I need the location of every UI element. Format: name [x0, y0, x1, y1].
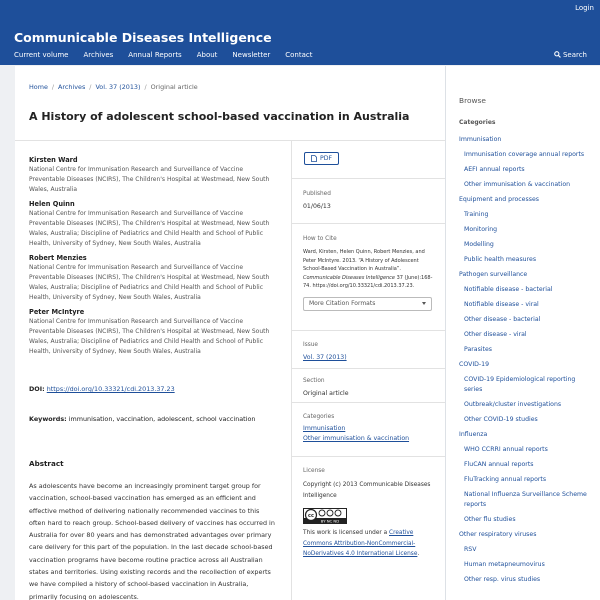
sidebar [445, 66, 600, 600]
sidebar-category-link[interactable]: Influenza [459, 431, 488, 438]
login-link[interactable]: Login [575, 4, 594, 12]
sidebar-subcategory-link[interactable]: Other COVID-19 studies [464, 416, 538, 423]
copyright-text: Copyright (c) 2013 Communicable Diseases Intelligence [303, 482, 431, 499]
sidebar-subcategory-link[interactable]: Other disease - bacterial [464, 316, 541, 323]
published-date: 01/06/13 [303, 203, 331, 210]
site-title[interactable]: Communicable Diseases Intelligence [14, 30, 272, 45]
sidebar-subcategory-link[interactable]: FluCAN annual reports [464, 461, 534, 468]
author-affiliation: National Centre for Immunisation Research and Surveillance of Vaccine Preventable Diseases (NCIRS), The Children's Hospital at Westmead, New South Wales, Australia; Discipline of Pediatrics and Child Health and School of Public Health, University of Sydney, New South Wales, Australia [29, 264, 270, 301]
abstract-heading: Abstract [29, 459, 64, 468]
pdf-label: PDF [319, 155, 333, 162]
breadcrumb-archives[interactable]: Archives [58, 83, 86, 91]
cite-label: How to Cite [303, 236, 337, 242]
divider [291, 368, 445, 369]
sidebar-subcategory-link[interactable]: Other disease - viral [464, 331, 527, 338]
nav-archives[interactable]: Archives [83, 51, 114, 59]
citation-formats-label: More Citation Formats [309, 300, 376, 308]
sidebar-subcategory-link[interactable]: Parasites [464, 346, 492, 353]
sidebar-category-link[interactable]: Other respiratory viruses [459, 531, 537, 538]
categories-section [303, 412, 435, 444]
issue-label: Issue [303, 342, 318, 348]
author-name: Kirsten Ward [29, 156, 78, 164]
sidebar-subcategory-link[interactable]: RSV [464, 546, 477, 553]
chevron-down-icon [422, 302, 426, 305]
sidebar-category-link[interactable]: Equipment and processes [459, 196, 539, 203]
article-content [15, 66, 445, 600]
breadcrumb-separator: / [144, 83, 147, 91]
sidebar-subcategory-link[interactable]: AEFI annual reports [464, 166, 525, 173]
svg-text:cc: cc [308, 513, 314, 519]
sidebar-subcategory-link[interactable]: Human metapneumovirus [464, 561, 545, 568]
published-section [303, 191, 435, 210]
license-link[interactable]: Creative Commons Attribution-NonCommercial-NoDerivatives 4.0 International License [303, 530, 418, 557]
search-icon [554, 51, 561, 58]
section-info [303, 378, 435, 397]
sidebar-subcategory-link[interactable]: Other immunisation & vaccination [464, 181, 571, 188]
issue-link[interactable]: Vol. 37 (2013) [303, 354, 347, 361]
license-section [303, 468, 435, 560]
license-text [303, 528, 435, 560]
divider [291, 402, 445, 403]
citation-journal: Communicable Diseases Intelligence [303, 274, 396, 281]
author-entry [29, 307, 277, 357]
keywords-value: immunisation, vaccination, adolescent, school vaccination [68, 415, 256, 423]
nav-about[interactable]: About [196, 51, 218, 59]
author-name: Peter McIntyre [29, 308, 85, 316]
license-intro: This work is licensed under a [303, 530, 390, 536]
license-label: License [303, 468, 325, 474]
author-entry [29, 253, 277, 303]
browse-heading: Browse [459, 96, 486, 105]
search-label: Search [562, 51, 587, 59]
nav-current-volume[interactable]: Current volume [14, 51, 69, 59]
divider [291, 456, 445, 457]
category-link[interactable]: Other immunisation & vaccination [303, 435, 410, 442]
svg-text:BY NC ND: BY NC ND [320, 518, 340, 524]
pdf-button[interactable] [304, 152, 339, 165]
doi [29, 385, 175, 393]
cc-license-badge[interactable] [303, 508, 347, 524]
file-pdf-icon [311, 155, 317, 162]
categories-label: Categories [303, 414, 335, 420]
citation-authors-title: Ward, Kirsten, Helen Quinn, Robert Menzies, and Peter McIntyre. 2013. “A History of Adolescent School-Based Vaccination in Australia”. [303, 249, 425, 273]
category-link[interactable]: Immunisation [303, 425, 346, 432]
nav-annual-reports[interactable]: Annual Reports [128, 51, 182, 59]
issue-section [303, 342, 435, 361]
sidebar-subcategory-link[interactable]: Immunisation coverage annual reports [464, 151, 585, 158]
section-label: Section [303, 378, 325, 384]
citation-text [303, 248, 435, 291]
sidebar-subcategory-link[interactable]: Other flu studies [464, 516, 516, 523]
author-affiliation: National Centre for Immunisation Research and Surveillance of Vaccine Preventable Diseases (NCIRS), The Children's Hospital at Westmead, New South Wales, Australia; Discipline of Pediatrics and Child Health and School of Public Health, University of Sydney, New South Wales, Australia [29, 318, 270, 355]
breadcrumb-volume[interactable]: Vol. 37 (2013) [95, 83, 141, 91]
divider [15, 140, 445, 141]
divider [291, 223, 445, 224]
sidebar-subcategory-link[interactable]: Outbreak/cluster investigations [464, 401, 562, 408]
sidebar-category-link[interactable]: COVID-19 [459, 361, 490, 368]
section-value: Original article [303, 390, 349, 397]
keywords-label: Keywords: [29, 415, 67, 423]
sidebar-subcategory-link[interactable]: Notifiable disease - bacterial [464, 286, 553, 293]
author-name: Robert Menzies [29, 254, 87, 262]
page-title: A History of adolescent school-based vaccination in Australia [29, 110, 410, 123]
citation-volume: 37 (June):168-74. https://doi.org/10.33321/cdi.2013.37.23. [303, 274, 433, 290]
breadcrumb-separator: / [89, 83, 92, 91]
sidebar-subcategory-link[interactable]: Public health measures [464, 256, 537, 263]
author-entry [29, 155, 277, 195]
author-affiliation: National Centre for Immunisation Research and Surveillance of Vaccine Preventable Diseases (NCIRS), The Children's Hospital at Westmead, New South Wales, Australia [29, 166, 270, 193]
sidebar-subcategory-link[interactable]: Monitoring [464, 226, 498, 233]
sidebar-subcategory-link[interactable]: WHO CCRRI annual reports [464, 446, 548, 453]
author-affiliation: National Centre for Immunisation Research and Surveillance of Vaccine Preventable Diseases (NCIRS), The Children's Hospital at Westmead, New South Wales, Australia; Discipline of Pediatrics and Child Health and School of Public Health, University of Sydney, New South Wales, Australia [29, 210, 270, 247]
sidebar-subcategory-link[interactable]: Training [464, 211, 489, 218]
column-divider [291, 141, 292, 600]
divider [291, 178, 445, 179]
sidebar-category-link[interactable]: Immunisation [459, 136, 502, 143]
published-label: Published [303, 191, 331, 197]
breadcrumb-separator: / [51, 83, 55, 91]
author-name: Helen Quinn [29, 200, 75, 208]
citation-formats-select[interactable] [303, 297, 432, 311]
divider [291, 330, 445, 331]
main-nav [14, 51, 313, 59]
doi-label: DOI: [29, 385, 45, 393]
abstract-text: As adolescents have become an increasingly prominent target group for vaccination, school-based vaccination has emerged as an efficient and effective method of delivering nationally recommended vaccines to this often hard to reach group. School-based delivery of vaccines has occurred in Australia for over 80 years and has demonstrated advantages over primary care delivery for this part of the population. In the last decade school-based vaccination programs have become routine practice across all Australian states and territories. Using existing records and the recollection of experts we have compiled a history of school-based vaccination in Australia, primarily focusing on adolescents. [29, 482, 275, 600]
sidebar-subcategory-link[interactable]: COVID-19 Epidemiological reporting series [464, 376, 576, 393]
breadcrumb [29, 83, 198, 91]
sidebar-subcategory-link[interactable]: Modelling [464, 241, 494, 248]
sidebar-subcategory-link[interactable]: Notifiable disease - viral [464, 301, 539, 308]
sidebar-category-link[interactable]: Pathogen surveillance [459, 271, 528, 278]
license-end: . [417, 551, 420, 557]
site-header [0, 0, 600, 65]
sidebar-subcategory-link[interactable]: Other resp. virus studies [464, 576, 541, 583]
sidebar-subcategory-link[interactable]: FluTracking annual reports [464, 476, 547, 483]
nav-contact[interactable]: Contact [285, 51, 313, 59]
breadcrumb-home[interactable]: Home [29, 83, 48, 91]
search-link[interactable] [554, 51, 587, 59]
breadcrumb-current: Original article [150, 83, 198, 91]
citation-section [303, 236, 435, 311]
doi-link[interactable]: https://doi.org/10.33321/cdi.2013.37.23 [46, 385, 175, 393]
keywords [29, 415, 279, 423]
nav-newsletter[interactable]: Newsletter [232, 51, 271, 59]
author-list [29, 155, 277, 361]
category-list [459, 135, 594, 590]
categories-heading: Categories [459, 119, 496, 126]
author-entry [29, 199, 277, 249]
sidebar-subcategory-link[interactable]: National Influenza Surveillance Scheme reports [464, 491, 587, 508]
